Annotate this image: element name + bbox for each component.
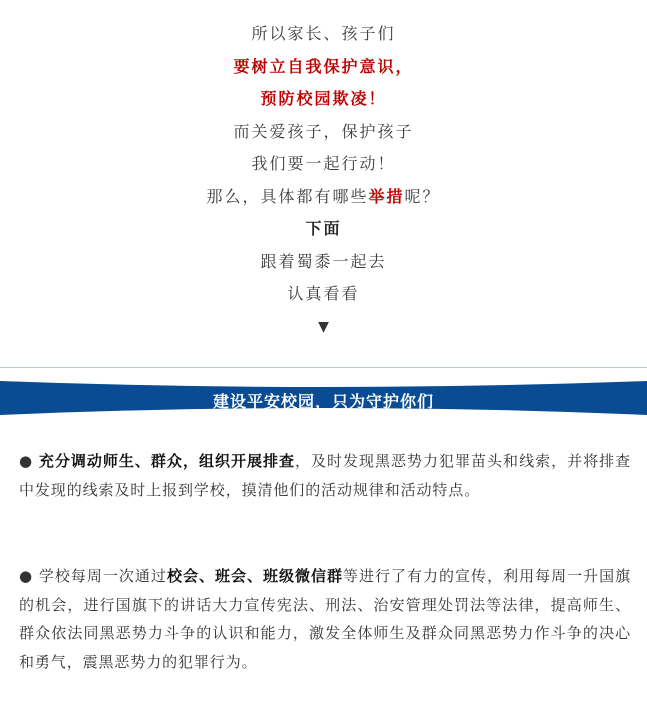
intro-question-line xyxy=(0,181,647,214)
intro-section xyxy=(0,18,647,343)
intro-highlight-line: 预防校园欺凌！ xyxy=(260,89,387,108)
section-banner xyxy=(0,367,647,427)
bullet-icon: ● xyxy=(19,452,34,470)
intro-line: 认真看看 xyxy=(287,284,360,303)
intro-question-post: 呢？ xyxy=(404,186,441,206)
intro-question-pre: 那么，具体都有哪些 xyxy=(206,186,369,206)
paragraph-investigation xyxy=(19,447,631,504)
banner-title: 建设平安校园，只为守护你们 xyxy=(212,392,434,411)
paragraph-emphasis: 充分调动师生、群众，组织开展排查 xyxy=(38,452,295,470)
paragraph-text-pre: 学校每周一次通过 xyxy=(38,567,167,585)
paragraph-emphasis: 校会、班会、班级微信群 xyxy=(166,567,344,585)
intro-line: 所以家长、孩子们 xyxy=(251,24,396,43)
down-arrow-icon: ▼ xyxy=(318,318,329,335)
paragraph-text: 等进行了有力的宣传，利用每周一升国旗的机会，进行国旗下的讲话大力宣传宪法、刑法、治安管理处罚法等法律，提高师生、群众依法同黑恶势力斗争的认识和能力，激发全体师生及群众同黑恶势力作斗争的决心和勇气，震黑恶势力的犯罪行为。 xyxy=(19,567,632,671)
intro-line: 我们要一起行动！ xyxy=(251,154,396,173)
bullet-icon: ● xyxy=(19,567,34,585)
intro-bold-line: 下面 xyxy=(305,219,342,238)
intro-line: 跟着蜀黍一起去 xyxy=(260,251,387,271)
paragraph-publicity xyxy=(19,562,631,676)
paragraph-text: ，及时发现黑恶势力犯罪苗头和线索，并将排查中发现的线索及时上报到学校，摸清他们的活动规律和活动特点。 xyxy=(19,452,632,499)
intro-highlight-line: 要树立自我保护意识， xyxy=(233,56,414,76)
intro-question-emphasis: 举措 xyxy=(368,186,405,206)
intro-line: 而关爱孩子，保护孩子 xyxy=(233,121,414,141)
